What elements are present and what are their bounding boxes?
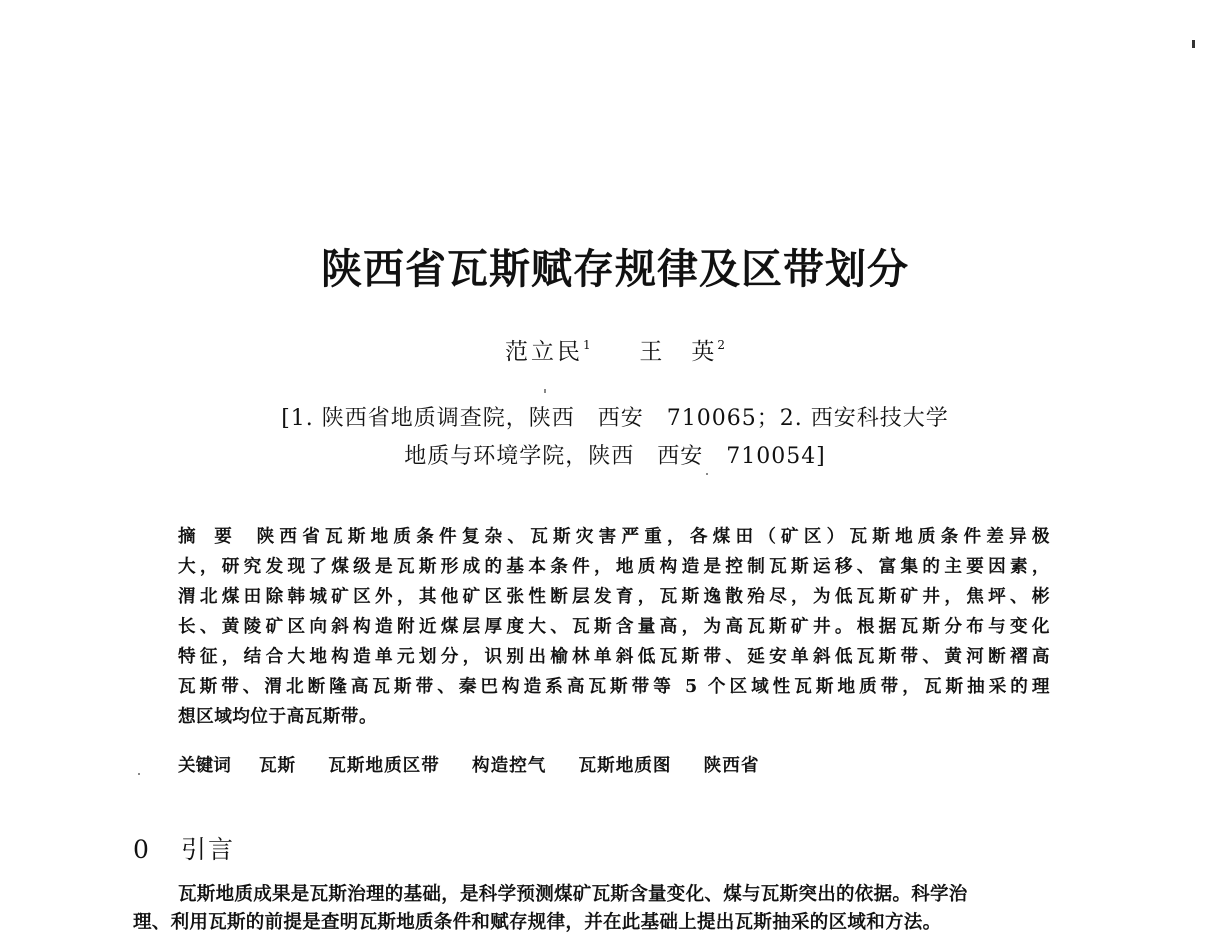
scan-speck: [138, 773, 140, 775]
section-title: 引言: [181, 835, 236, 864]
keyword: 瓦斯: [258, 755, 297, 776]
abstract-line: 摘要 陕西省瓦斯地质条件复杂、瓦斯灾害严重，各煤田（矿区）瓦斯地质条件差异极: [178, 526, 1050, 547]
abstract-block: [178, 522, 1050, 732]
abstract-label: 摘要: [178, 527, 251, 547]
keywords-block: [178, 752, 1050, 777]
abstract-line: 渭北煤田除韩城矿区外，其他矿区张性断层发育，瓦斯逸散殆尽，为低瓦斯矿井，焦坪、彬: [178, 586, 1050, 607]
abstract-line: 大，研究发现了煤级是瓦斯形成的基本条件，地质构造是控制瓦斯运移、富集的主要因素，: [178, 556, 1050, 577]
author-name: 范立民: [505, 339, 584, 365]
paper-title: 陕西省瓦斯赋存规律及区带划分: [321, 245, 909, 293]
affiliation-line-2: 地质与环境学院，陕西 西安 710054]: [404, 444, 826, 469]
keyword: 构造控气: [472, 755, 547, 776]
author-name: 王 英: [639, 339, 718, 365]
scan-speck: [544, 389, 546, 393]
body-paragraph-line: 瓦斯地质成果是瓦斯治理的基础，是科学预测煤矿瓦斯含量变化、煤与瓦斯突出的依据。科学治: [178, 884, 968, 905]
keyword: 瓦斯地质区带: [328, 755, 440, 776]
abstract-line: 长、黄陵矿区向斜构造附近煤层厚度大、瓦斯含量高，为高瓦斯矿井。根据瓦斯分布与变化: [178, 616, 1050, 637]
abstract-line: 想区域均位于高瓦斯带。: [178, 706, 378, 727]
author-affiliation-mark: 2: [717, 338, 725, 352]
scan-speck: [706, 473, 708, 475]
keyword: 陕西省: [703, 755, 760, 776]
keywords-label: 关键词: [178, 756, 231, 776]
body-paragraph-line: 理、利用瓦斯的前提是查明瓦斯地质条件和赋存规律，并在此基础上提出瓦斯抽采的区域和方法。: [133, 912, 942, 933]
section-number: 0: [133, 835, 151, 864]
abstract-line: 特征，结合大地构造单元划分，识别出榆林单斜低瓦斯带、延安单斜低瓦斯带、黄河断褶高: [178, 646, 1050, 667]
author-affiliation-mark: 1: [583, 338, 591, 352]
abstract-line: 瓦斯带、渭北断隆高瓦斯带、秦巴构造系高瓦斯带等 5 个区域性瓦斯地质带，瓦斯抽采的理: [178, 676, 1050, 697]
scan-edge-mark: [1192, 40, 1195, 48]
section-heading: [133, 830, 235, 866]
keyword: 瓦斯地质图: [578, 755, 672, 776]
affiliation-line-1: [1. 陕西省地质调查院，陕西 西安 710065；2. 西安科技大学: [281, 406, 949, 431]
author-list: [0, 333, 1230, 366]
